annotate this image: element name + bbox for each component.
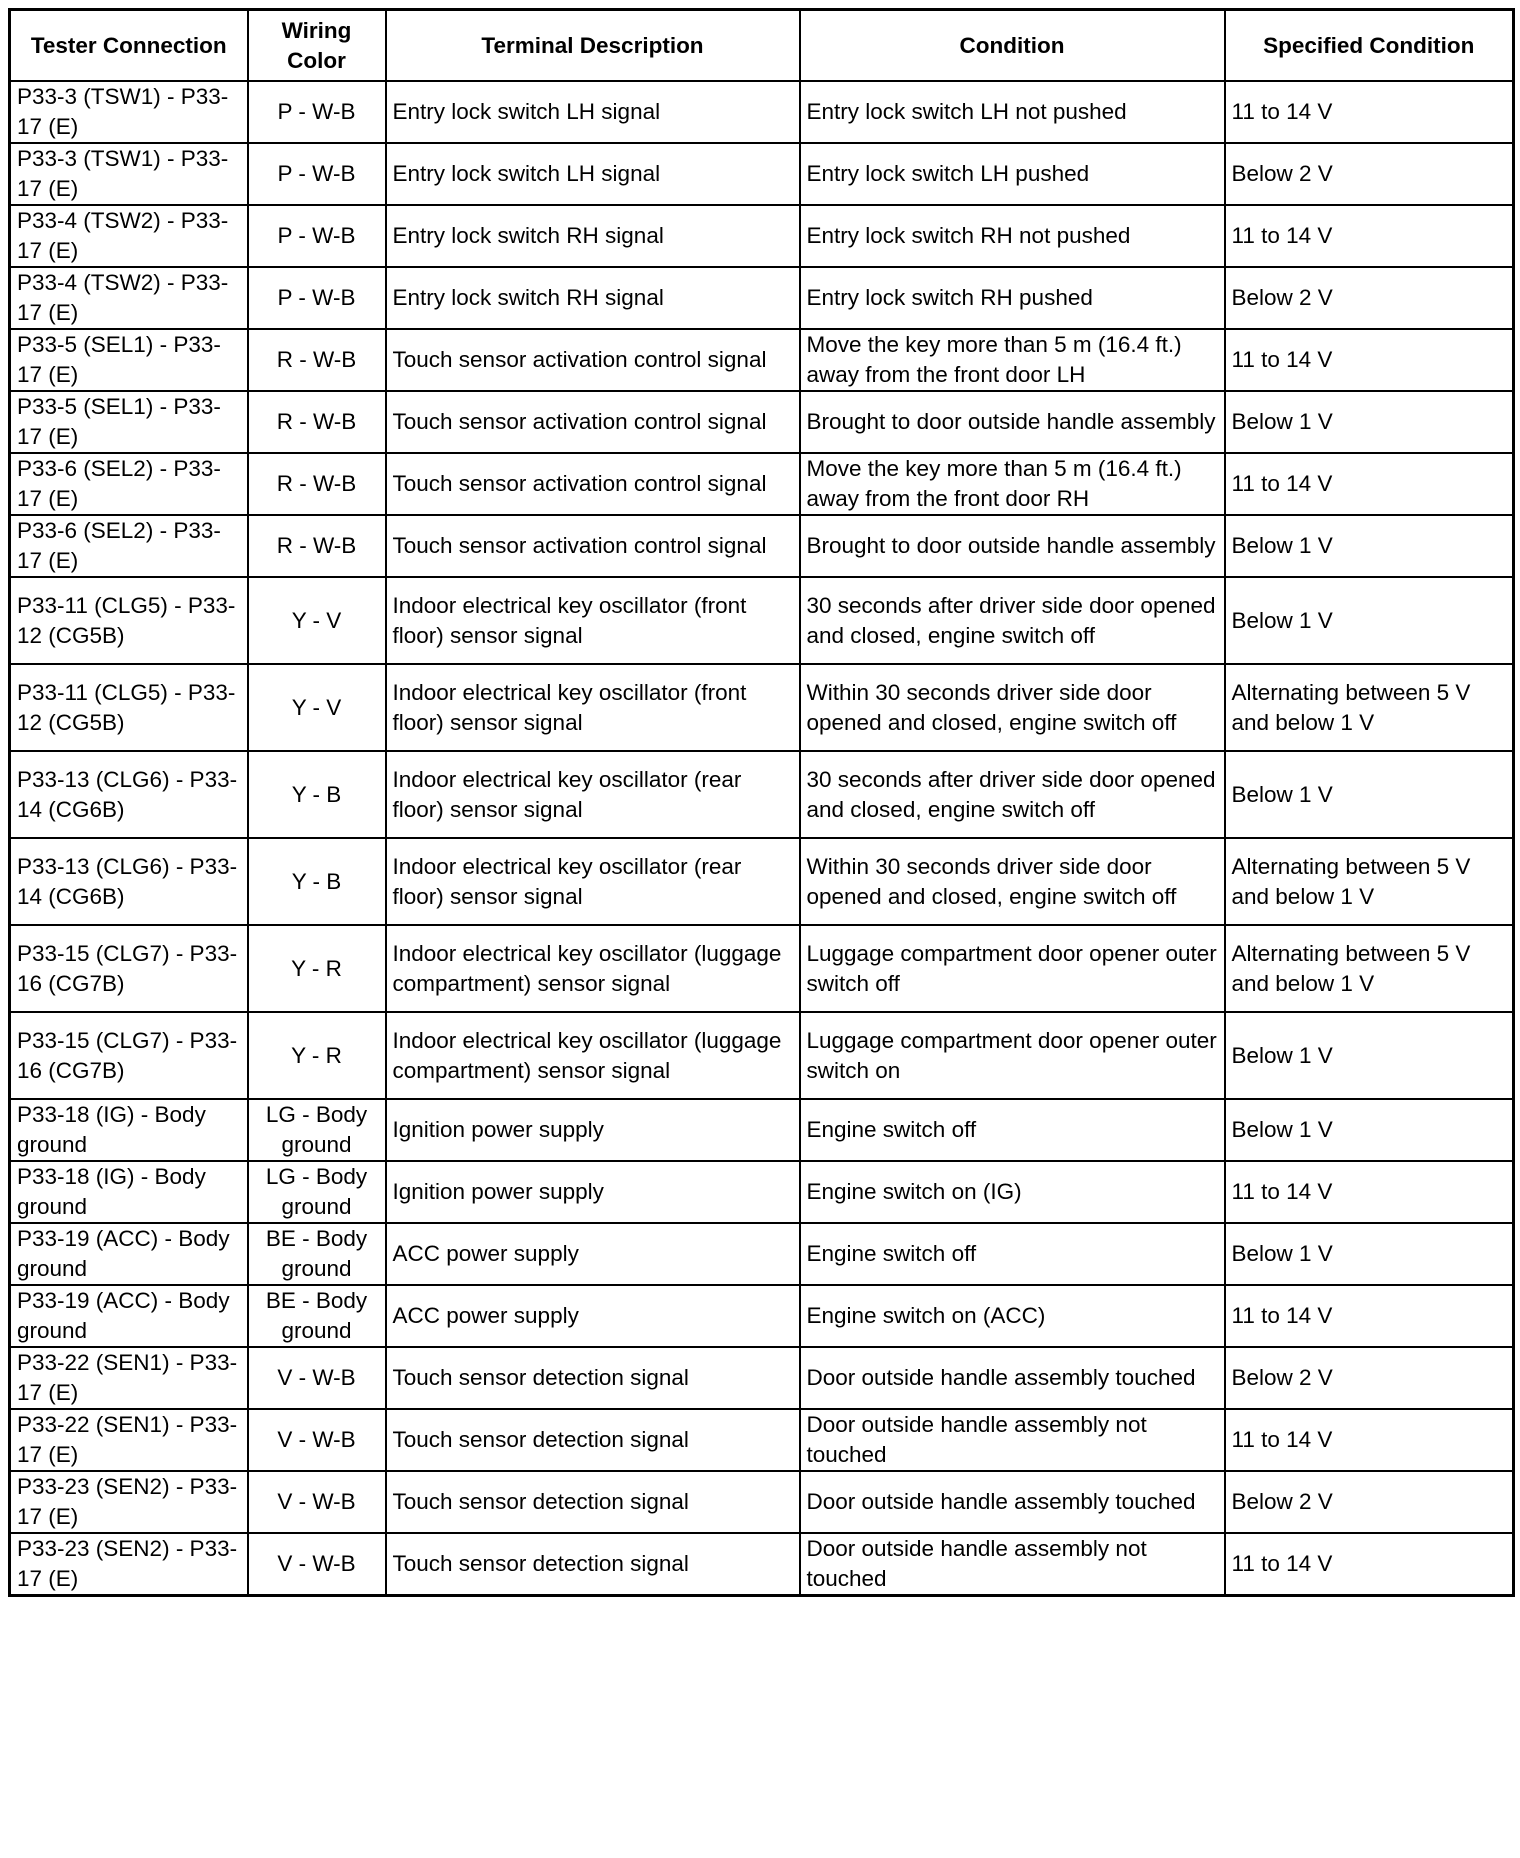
table-row	[10, 1471, 1514, 1533]
table-row	[10, 267, 1514, 329]
condition-cell: Within 30 seconds driver side door opened and closed, engine switch off	[800, 664, 1225, 751]
terminal-description-cell: Touch sensor detection signal	[386, 1409, 800, 1471]
header-condition: Condition	[800, 10, 1225, 82]
wiring-color-cell: V - W-B	[248, 1409, 386, 1471]
tester-connection-cell: P33-15 (CLG7) - P33-16 (CG7B)	[10, 1012, 248, 1099]
wiring-color-cell: R - W-B	[248, 515, 386, 577]
condition-cell: Entry lock switch LH not pushed	[800, 81, 1225, 143]
table-row	[10, 329, 1514, 391]
terminal-description-cell: Touch sensor detection signal	[386, 1471, 800, 1533]
terminal-description-cell: Entry lock switch LH signal	[386, 81, 800, 143]
condition-cell: Move the key more than 5 m (16.4 ft.) away from the front door LH	[800, 329, 1225, 391]
tester-connection-cell: P33-15 (CLG7) - P33-16 (CG7B)	[10, 925, 248, 1012]
table-row	[10, 81, 1514, 143]
tester-connection-cell: P33-11 (CLG5) - P33-12 (CG5B)	[10, 577, 248, 664]
condition-cell: Brought to door outside handle assembly	[800, 515, 1225, 577]
table-row	[10, 1533, 1514, 1596]
wiring-color-cell: BE - Body ground	[248, 1285, 386, 1347]
condition-cell: Door outside handle assembly touched	[800, 1471, 1225, 1533]
condition-cell: Luggage compartment door opener outer switch off	[800, 925, 1225, 1012]
specified-condition-cell: 11 to 14 V	[1225, 1161, 1514, 1223]
specified-condition-cell: Alternating between 5 V and below 1 V	[1225, 925, 1514, 1012]
specified-condition-cell: Alternating between 5 V and below 1 V	[1225, 664, 1514, 751]
specified-condition-cell: 11 to 14 V	[1225, 453, 1514, 515]
table-row	[10, 515, 1514, 577]
tester-connection-cell: P33-11 (CLG5) - P33-12 (CG5B)	[10, 664, 248, 751]
header-wiring-color: Wiring Color	[248, 10, 386, 82]
condition-cell: Entry lock switch LH pushed	[800, 143, 1225, 205]
table-row	[10, 925, 1514, 1012]
condition-cell: Engine switch on (IG)	[800, 1161, 1225, 1223]
specified-condition-cell: 11 to 14 V	[1225, 1533, 1514, 1596]
tester-connection-cell: P33-3 (TSW1) - P33-17 (E)	[10, 143, 248, 205]
specified-condition-cell: Below 2 V	[1225, 1347, 1514, 1409]
condition-cell: Door outside handle assembly touched	[800, 1347, 1225, 1409]
tester-connection-cell: P33-6 (SEL2) - P33-17 (E)	[10, 453, 248, 515]
wiring-color-cell: V - W-B	[248, 1347, 386, 1409]
terminal-description-cell: Indoor electrical key oscillator (front floor) sensor signal	[386, 577, 800, 664]
terminal-description-cell: Indoor electrical key oscillator (front floor) sensor signal	[386, 664, 800, 751]
header-row	[10, 10, 1514, 82]
wiring-color-cell: Y - V	[248, 664, 386, 751]
tester-connection-cell: P33-23 (SEN2) - P33-17 (E)	[10, 1471, 248, 1533]
table-row	[10, 391, 1514, 453]
wiring-color-cell: R - W-B	[248, 453, 386, 515]
wiring-color-cell: P - W-B	[248, 81, 386, 143]
wiring-color-cell: Y - R	[248, 1012, 386, 1099]
tester-connection-cell: P33-3 (TSW1) - P33-17 (E)	[10, 81, 248, 143]
wiring-color-cell: Y - V	[248, 577, 386, 664]
wiring-color-cell: P - W-B	[248, 205, 386, 267]
header-specified-condition: Specified Condition	[1225, 10, 1514, 82]
terminal-description-cell: Entry lock switch RH signal	[386, 267, 800, 329]
wiring-color-cell: P - W-B	[248, 143, 386, 205]
specified-condition-cell: 11 to 14 V	[1225, 1409, 1514, 1471]
terminal-description-cell: Touch sensor activation control signal	[386, 453, 800, 515]
tester-connection-cell: P33-6 (SEL2) - P33-17 (E)	[10, 515, 248, 577]
specified-condition-cell: Below 1 V	[1225, 1223, 1514, 1285]
wiring-color-cell: P - W-B	[248, 267, 386, 329]
specified-condition-cell: Below 2 V	[1225, 1471, 1514, 1533]
table-row	[10, 1347, 1514, 1409]
condition-cell: 30 seconds after driver side door opened and closed, engine switch off	[800, 577, 1225, 664]
condition-cell: Door outside handle assembly not touched	[800, 1409, 1225, 1471]
terminal-description-cell: Entry lock switch RH signal	[386, 205, 800, 267]
table-row	[10, 453, 1514, 515]
condition-cell: Engine switch off	[800, 1099, 1225, 1161]
tester-connection-cell: P33-23 (SEN2) - P33-17 (E)	[10, 1533, 248, 1596]
table-row	[10, 1099, 1514, 1161]
table-row	[10, 143, 1514, 205]
wiring-color-cell: LG - Body ground	[248, 1161, 386, 1223]
table-row	[10, 664, 1514, 751]
tester-connection-cell: P33-19 (ACC) - Body ground	[10, 1223, 248, 1285]
condition-cell: Door outside handle assembly not touched	[800, 1533, 1225, 1596]
specified-condition-cell: 11 to 14 V	[1225, 81, 1514, 143]
condition-cell: Engine switch off	[800, 1223, 1225, 1285]
specified-condition-cell: Below 1 V	[1225, 577, 1514, 664]
tester-connection-cell: P33-19 (ACC) - Body ground	[10, 1285, 248, 1347]
tester-connection-cell: P33-22 (SEN1) - P33-17 (E)	[10, 1409, 248, 1471]
condition-cell: Move the key more than 5 m (16.4 ft.) away from the front door RH	[800, 453, 1225, 515]
tester-connection-cell: P33-22 (SEN1) - P33-17 (E)	[10, 1347, 248, 1409]
specified-condition-cell: Below 1 V	[1225, 751, 1514, 838]
specified-condition-cell: Below 2 V	[1225, 267, 1514, 329]
table-row	[10, 838, 1514, 925]
table-row	[10, 1409, 1514, 1471]
specified-condition-cell: Below 1 V	[1225, 1099, 1514, 1161]
tester-connection-cell: P33-4 (TSW2) - P33-17 (E)	[10, 205, 248, 267]
tester-connection-cell: P33-18 (IG) - Body ground	[10, 1099, 248, 1161]
terminal-description-cell: Indoor electrical key oscillator (luggage compartment) sensor signal	[386, 925, 800, 1012]
wiring-color-cell: LG - Body ground	[248, 1099, 386, 1161]
wiring-color-cell: Y - B	[248, 838, 386, 925]
table-row	[10, 1161, 1514, 1223]
terminal-description-cell: Ignition power supply	[386, 1161, 800, 1223]
table-row	[10, 577, 1514, 664]
terminal-description-cell: Touch sensor detection signal	[386, 1347, 800, 1409]
table-row	[10, 1285, 1514, 1347]
tester-connection-cell: P33-5 (SEL1) - P33-17 (E)	[10, 391, 248, 453]
terminal-description-cell: Touch sensor detection signal	[386, 1533, 800, 1596]
specified-condition-cell: Below 2 V	[1225, 143, 1514, 205]
table-body	[10, 81, 1514, 1596]
wiring-color-cell: V - W-B	[248, 1471, 386, 1533]
tester-connection-cell: P33-13 (CLG6) - P33-14 (CG6B)	[10, 838, 248, 925]
terminal-spec-table	[8, 8, 1515, 1597]
spec-sheet	[8, 8, 1515, 1597]
specified-condition-cell: Below 1 V	[1225, 1012, 1514, 1099]
wiring-color-cell: Y - B	[248, 751, 386, 838]
tester-connection-cell: P33-13 (CLG6) - P33-14 (CG6B)	[10, 751, 248, 838]
condition-cell: 30 seconds after driver side door opened and closed, engine switch off	[800, 751, 1225, 838]
terminal-description-cell: Touch sensor activation control signal	[386, 515, 800, 577]
wiring-color-cell: Y - R	[248, 925, 386, 1012]
terminal-description-cell: Ignition power supply	[386, 1099, 800, 1161]
condition-cell: Engine switch on (ACC)	[800, 1285, 1225, 1347]
table-row	[10, 1223, 1514, 1285]
specified-condition-cell: 11 to 14 V	[1225, 1285, 1514, 1347]
terminal-description-cell: Touch sensor activation control signal	[386, 391, 800, 453]
tester-connection-cell: P33-18 (IG) - Body ground	[10, 1161, 248, 1223]
table-row	[10, 205, 1514, 267]
table-row	[10, 1012, 1514, 1099]
condition-cell: Within 30 seconds driver side door opened and closed, engine switch off	[800, 838, 1225, 925]
terminal-description-cell: Indoor electrical key oscillator (rear floor) sensor signal	[386, 751, 800, 838]
terminal-description-cell: ACC power supply	[386, 1223, 800, 1285]
header-terminal-description: Terminal Description	[386, 10, 800, 82]
wiring-color-cell: R - W-B	[248, 391, 386, 453]
terminal-description-cell: Indoor electrical key oscillator (rear floor) sensor signal	[386, 838, 800, 925]
header-tester-connection: Tester Connection	[10, 10, 248, 82]
terminal-description-cell: Entry lock switch LH signal	[386, 143, 800, 205]
specified-condition-cell: 11 to 14 V	[1225, 329, 1514, 391]
terminal-description-cell: ACC power supply	[386, 1285, 800, 1347]
tester-connection-cell: P33-4 (TSW2) - P33-17 (E)	[10, 267, 248, 329]
specified-condition-cell: Below 1 V	[1225, 391, 1514, 453]
condition-cell: Brought to door outside handle assembly	[800, 391, 1225, 453]
condition-cell: Entry lock switch RH not pushed	[800, 205, 1225, 267]
terminal-description-cell: Touch sensor activation control signal	[386, 329, 800, 391]
specified-condition-cell: 11 to 14 V	[1225, 205, 1514, 267]
condition-cell: Luggage compartment door opener outer switch on	[800, 1012, 1225, 1099]
wiring-color-cell: V - W-B	[248, 1533, 386, 1596]
wiring-color-cell: R - W-B	[248, 329, 386, 391]
terminal-description-cell: Indoor electrical key oscillator (luggage compartment) sensor signal	[386, 1012, 800, 1099]
wiring-color-cell: BE - Body ground	[248, 1223, 386, 1285]
table-row	[10, 751, 1514, 838]
specified-condition-cell: Alternating between 5 V and below 1 V	[1225, 838, 1514, 925]
tester-connection-cell: P33-5 (SEL1) - P33-17 (E)	[10, 329, 248, 391]
specified-condition-cell: Below 1 V	[1225, 515, 1514, 577]
condition-cell: Entry lock switch RH pushed	[800, 267, 1225, 329]
